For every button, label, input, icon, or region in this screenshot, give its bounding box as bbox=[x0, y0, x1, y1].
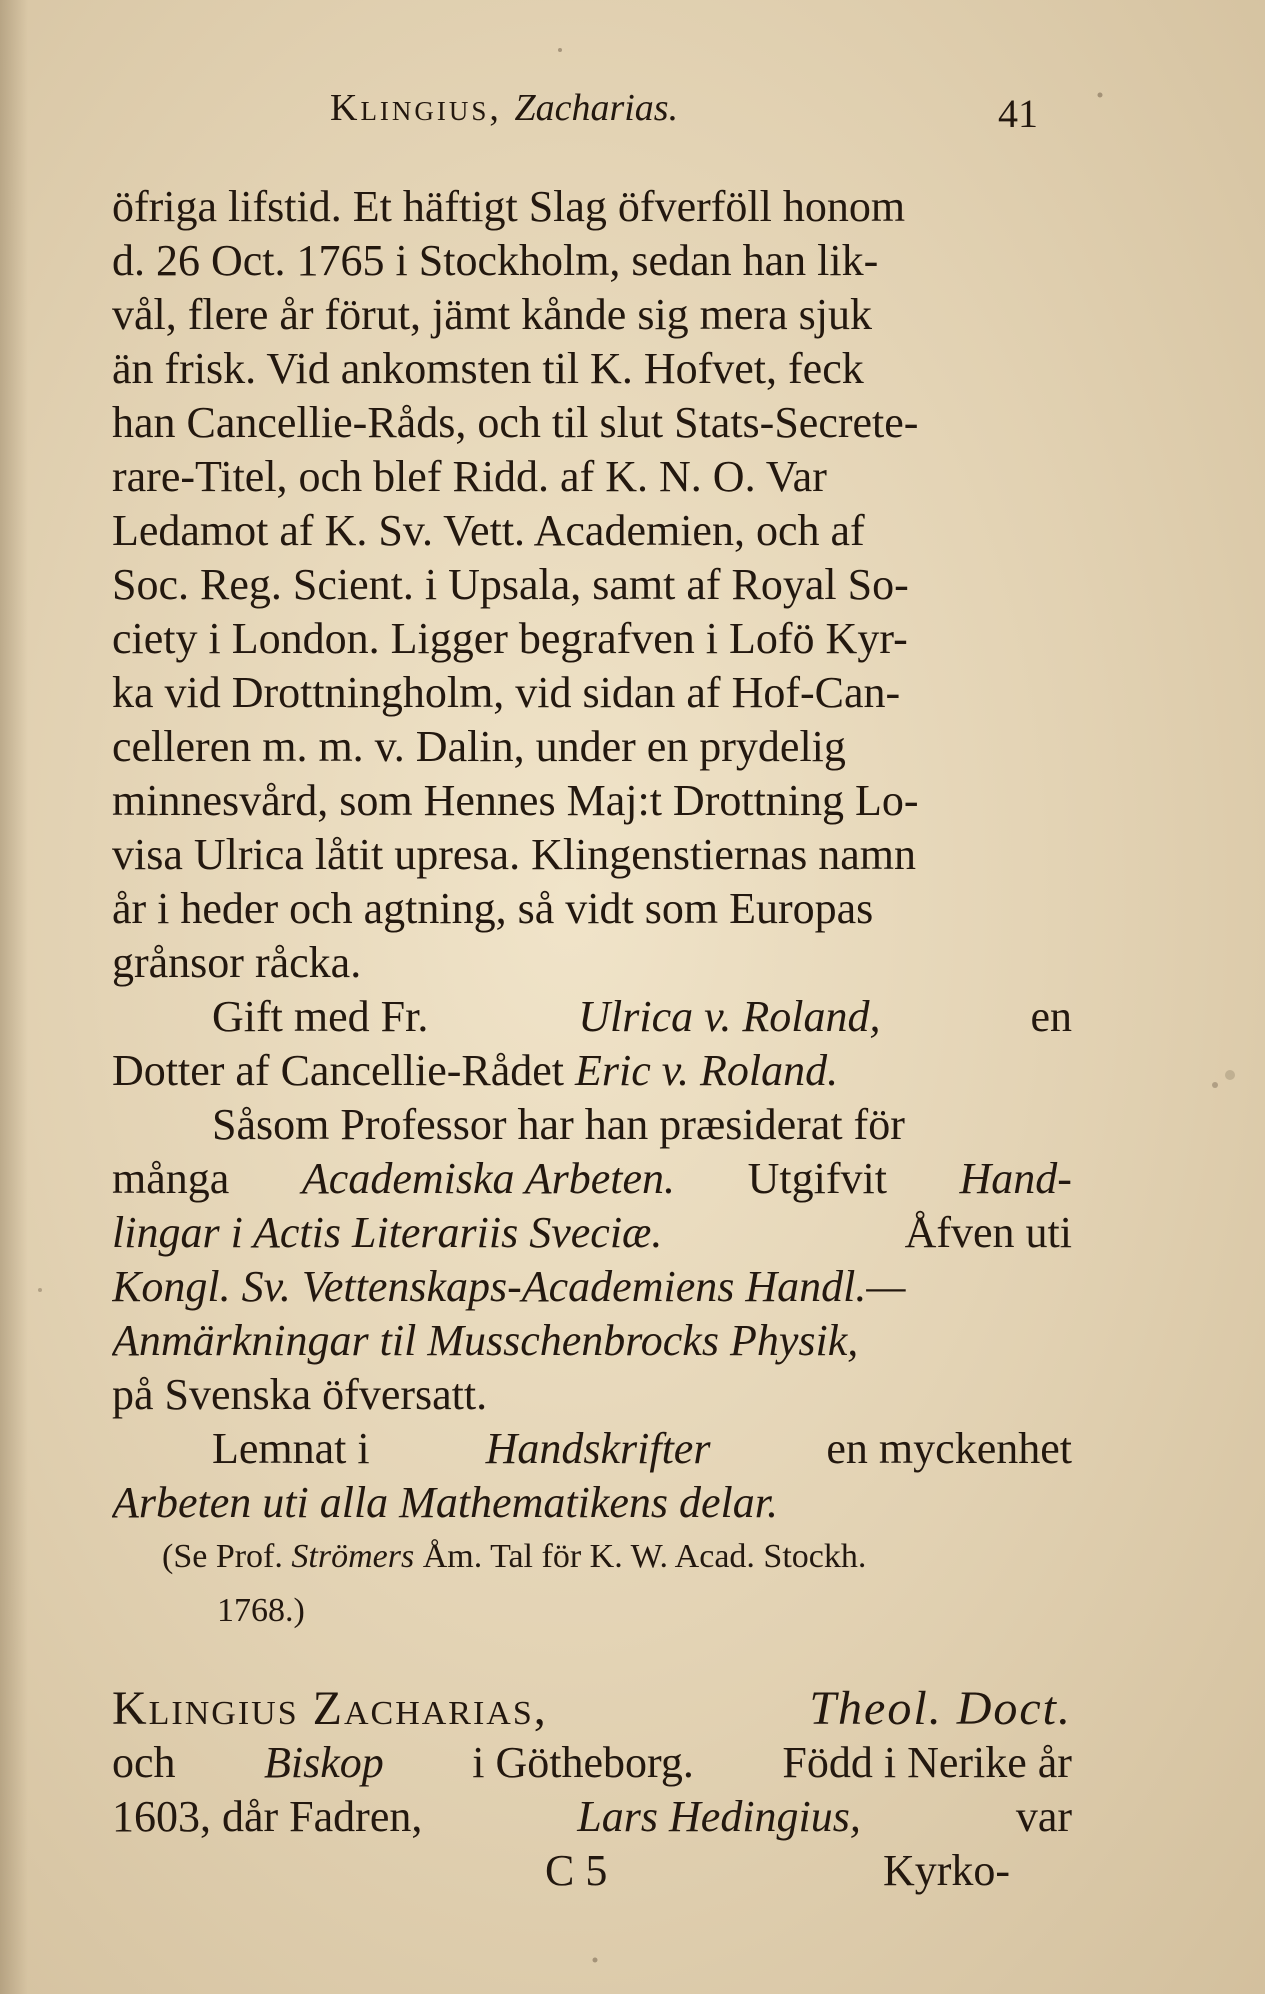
works-line: Såsom Professor har han præsiderat för bbox=[212, 1100, 905, 1149]
entry-name: Klingius Zacharias, bbox=[112, 1682, 548, 1735]
signature-mark: C 5 bbox=[545, 1846, 608, 1895]
works-text: Åfven uti bbox=[904, 1208, 1072, 1257]
text-line: grånsor råcka. bbox=[112, 938, 362, 987]
works-line: Anmärkningar til Musschenbrocks Physik, bbox=[112, 1316, 859, 1365]
entry-text: 1603, dår Fadren, bbox=[112, 1792, 423, 1841]
married-prefix: Gift med Fr. bbox=[212, 992, 429, 1041]
works-text: många bbox=[112, 1154, 230, 1203]
manuscripts-title: Handskrifter bbox=[485, 1424, 711, 1473]
text-line: celleren m. m. v. Dalin, under en prydelig bbox=[112, 722, 846, 771]
works-line: på Svenska öfversatt. bbox=[112, 1370, 488, 1419]
reference-line bbox=[112, 1530, 1072, 1584]
text-line: visa Ulrica låtit upresa. Klingenstiernas namn bbox=[112, 830, 916, 879]
entry-title: Theol. Doct. bbox=[809, 1682, 1072, 1735]
page-footer bbox=[112, 1844, 1072, 1898]
page-edge-shadow bbox=[0, 0, 28, 1994]
married-line2-prefix: Dotter af Cancellie-Rådet bbox=[112, 1046, 565, 1095]
married-line bbox=[112, 990, 1072, 1044]
catchword: Kyrko- bbox=[883, 1846, 1011, 1895]
entry-father-name: Lars Hedingius, bbox=[577, 1792, 861, 1841]
page-header bbox=[330, 86, 1130, 146]
page-body bbox=[112, 180, 1072, 1898]
works-text: Utgifvit bbox=[747, 1154, 887, 1203]
manuscripts-text: en myckenhet bbox=[826, 1424, 1072, 1473]
works-line bbox=[112, 1152, 1072, 1206]
works-title: Hand- bbox=[959, 1154, 1072, 1203]
entry-office: Biskop bbox=[264, 1738, 384, 1787]
text-line: än frisk. Vid ankomsten til K. Hofvet, feck bbox=[112, 344, 864, 393]
text-line: ka vid Drottningholm, vid sidan af Hof-Can- bbox=[112, 668, 901, 717]
text-line: ciety i London. Ligger begrafven i Lofö Kyr- bbox=[112, 614, 908, 663]
entry-line bbox=[112, 1736, 1072, 1790]
manuscripts-line: Arbeten uti alla Mathematikens delar. bbox=[112, 1478, 778, 1527]
text-line: vål, flere år förut, jämt kånde sig mera sjuk bbox=[112, 290, 872, 339]
spouse-name: Ulrica v. Roland, bbox=[578, 992, 881, 1041]
reference-line: 1768.) bbox=[217, 1592, 305, 1629]
entry-line bbox=[112, 1790, 1072, 1844]
text-line: d. 26 Oct. 1765 i Stockholm, sedan han lik- bbox=[112, 236, 879, 285]
manuscripts-line bbox=[112, 1422, 1072, 1476]
manuscripts-text: Lemnat i bbox=[212, 1424, 370, 1473]
text-line: minnesvård, som Hennes Maj:t Drottning Lo- bbox=[112, 776, 919, 825]
entry-text: i Götheborg. bbox=[472, 1738, 694, 1787]
married-suffix: en bbox=[1030, 992, 1072, 1041]
reference-text: (Se Prof. bbox=[162, 1538, 283, 1575]
entry-heading bbox=[112, 1682, 1072, 1736]
running-head-given-name: Zacharias. bbox=[514, 87, 679, 129]
entry-text: Född i Nerike år bbox=[782, 1738, 1072, 1787]
entry-text: var bbox=[1015, 1792, 1072, 1841]
text-line: rare-Titel, och blef Ridd. af K. N. O. Var bbox=[112, 452, 827, 501]
text-line: öfriga lifstid. Et häftigt Slag öfverföll honom bbox=[112, 182, 906, 231]
running-head-name: Klingius, bbox=[330, 87, 502, 129]
running-head bbox=[330, 86, 678, 130]
works-title: lingar i Actis Literariis Sveciæ. bbox=[112, 1208, 663, 1257]
text-line: han Cancellie-Råds, och til slut Stats-Secrete- bbox=[112, 398, 919, 447]
father-in-law-name: Eric v. Roland. bbox=[575, 1046, 839, 1095]
reference-text: Åm. Tal för K. W. Acad. Stockh. bbox=[422, 1538, 867, 1575]
works-line: Kongl. Sv. Vettenskaps-Academiens Handl.— bbox=[112, 1262, 906, 1311]
text-line: Soc. Reg. Scient. i Upsala, samt af Royal So- bbox=[112, 560, 909, 609]
reference-author: Strömers bbox=[291, 1538, 415, 1575]
text-line: år i heder och agtning, så vidt som Europas bbox=[112, 884, 874, 933]
text-line: Ledamot af K. Sv. Vett. Academien, och af bbox=[112, 506, 865, 555]
married-line-2 bbox=[112, 1044, 1072, 1098]
works-title: Academiska Arbeten. bbox=[301, 1154, 675, 1203]
works-line bbox=[112, 1206, 1072, 1260]
page-number: 41 bbox=[998, 91, 1038, 136]
entry-text: och bbox=[112, 1738, 176, 1787]
